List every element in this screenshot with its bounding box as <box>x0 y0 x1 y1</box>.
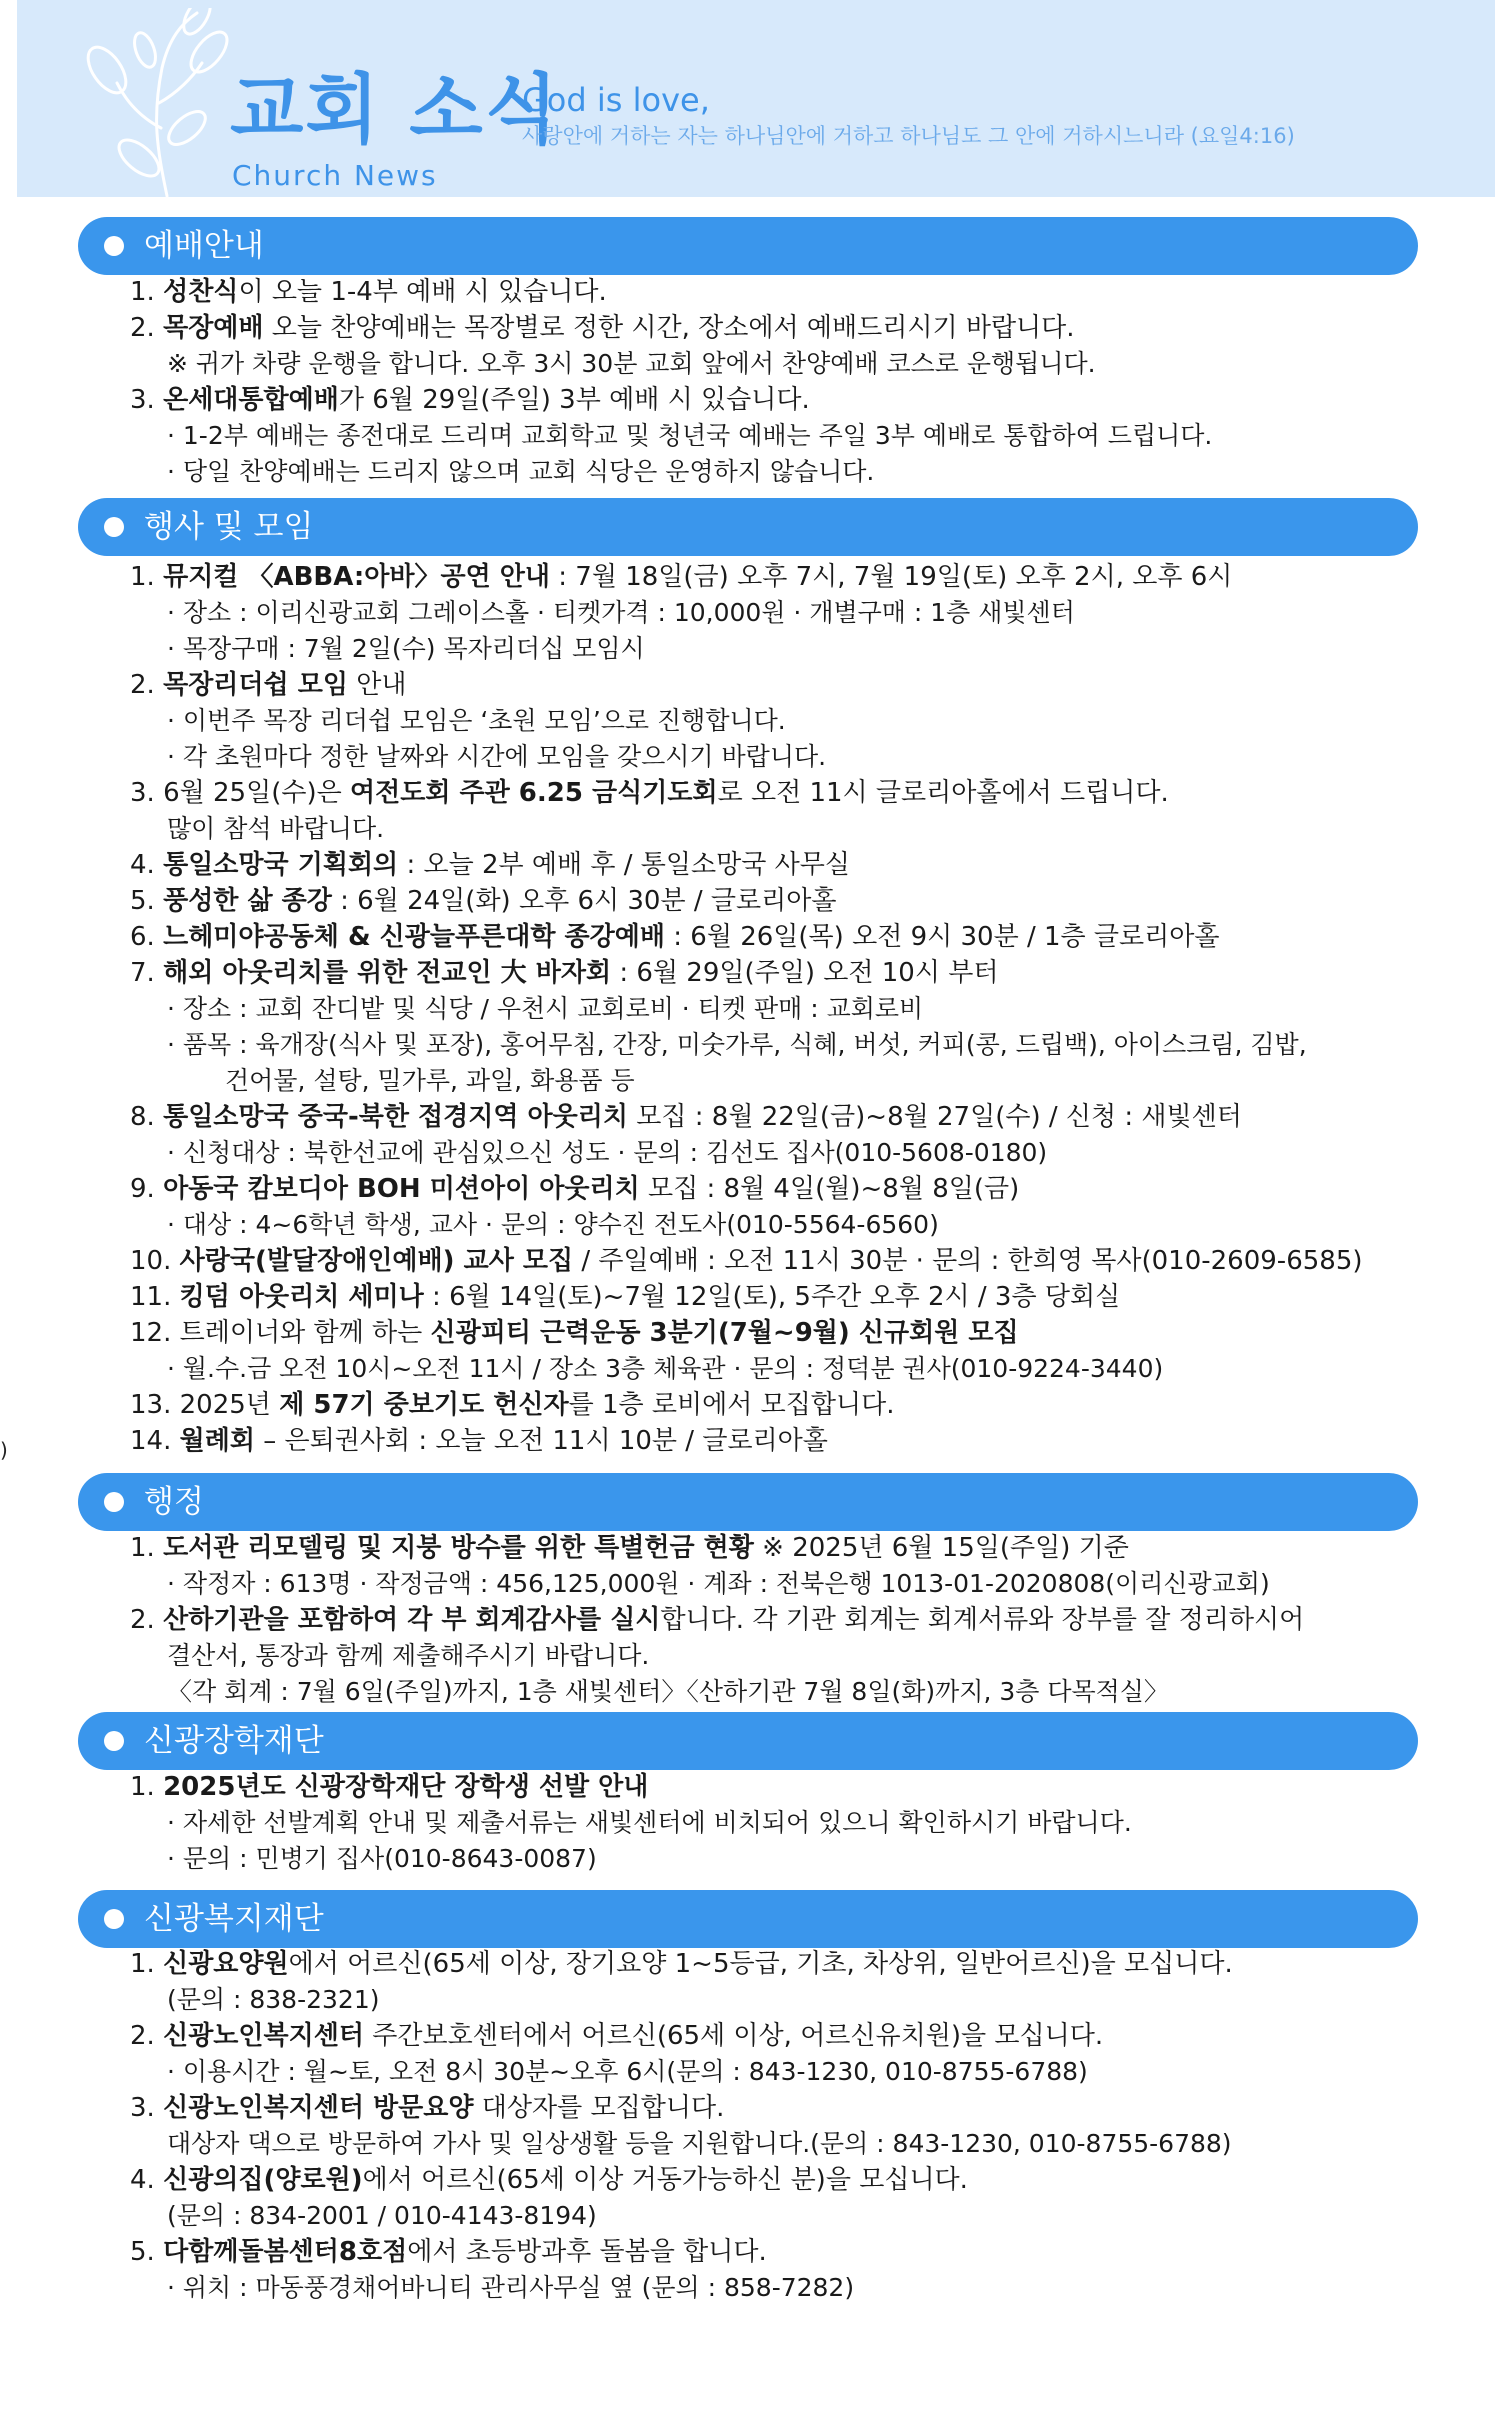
item-text: 트레이너와 함께 하는 <box>179 1318 431 1348</box>
item-heading: 도서관 리모델링 및 지붕 방수를 위한 특별헌금 현황 <box>163 1533 754 1563</box>
item-heading: 산하기관을 포함하여 각 부 회계감사를 실시 <box>163 1605 661 1635</box>
item-text: ※ 2025년 6월 15일(주일) 기준 <box>753 1533 1129 1563</box>
item-heading: 통일소망국 중국-북한 접경지역 아웃리치 <box>163 1102 628 1132</box>
leaf-branch-icon <box>57 8 257 197</box>
item-number: 13. <box>130 1390 180 1420</box>
item-text: : 6월 26일(목) 오전 9시 30분 / 1층 글로리아홀 <box>665 922 1220 952</box>
item-detail: · 이번주 목장 리더쉽 모임은 ‘초원 모임’으로 진행합니다. <box>167 706 786 735</box>
item-text: 오늘 찬양예배는 목장별로 정한 시간, 장소에서 예배드리시기 바랍니다. <box>263 313 1075 343</box>
list-item <box>130 1171 1495 1207</box>
list-item <box>130 847 1495 883</box>
bullet-dot-icon <box>104 1909 124 1929</box>
section-items <box>130 1769 1495 1877</box>
item-detail: · 이용시간 : 월~토, 오전 8시 30분~오후 6시(문의 : 843-1230, 010-8755-6788) <box>167 2057 1088 2086</box>
list-item <box>130 883 1495 919</box>
item-detail: 〈각 회계 : 7월 6일(주일)까지, 1층 새빛센터〉〈산하기관 7월 8일(화)까지, 3층 다목적실〉 <box>167 1677 1169 1706</box>
section-header <box>78 1890 1418 1948</box>
item-text: / 주일예배 : 오전 11시 30분 · 문의 : 한희영 목사(010-2609-6585) <box>573 1246 1363 1276</box>
item-number: 3. <box>130 385 164 415</box>
list-item <box>130 1769 1495 1805</box>
item-detail: · 문의 : 민병기 집사(010-8643-0087) <box>167 1844 597 1873</box>
item-text: 안내 <box>347 670 407 700</box>
item-detail: 건어물, 설탕, 밀가루, 과일, 화용품 등 <box>225 1066 635 1095</box>
bulletin-header <box>17 0 1495 197</box>
list-item <box>130 2162 1495 2198</box>
item-heading: 온세대통합예배 <box>163 385 339 415</box>
item-heading: 풍성한 삶 종강 <box>163 886 332 916</box>
item-text: 에서 초등방과후 돌봄을 합니다. <box>407 2237 767 2267</box>
item-heading: 성찬식 <box>163 277 239 307</box>
item-text: 로 오전 11시 글로리아홀에서 드립니다. <box>717 778 1169 808</box>
item-number: 2. <box>130 313 164 343</box>
item-detail: · 대상 : 4~6학년 학생, 교사 · 문의 : 양수진 전도사(010-5564-6560) <box>167 1210 939 1239</box>
list-item <box>130 2234 1495 2270</box>
section-title: 행정 <box>144 1484 204 1520</box>
item-number: 2. <box>130 2021 164 2051</box>
item-heading: 사랑국(발달장애인예배) 교사 모집 <box>179 1246 574 1276</box>
item-heading: 목장예배 <box>163 313 264 343</box>
list-item <box>130 1387 1495 1423</box>
item-text: 6월 25일(수)은 <box>163 778 350 808</box>
item-number: 5. <box>130 2237 164 2267</box>
item-detail: (문의 : 834-2001 / 010-4143-8194) <box>167 2201 597 2230</box>
item-detail: · 목장구매 : 7월 2일(수) 목자리더십 모임시 <box>167 634 645 663</box>
list-item <box>130 1243 1495 1279</box>
item-number: 1. <box>130 562 164 592</box>
list-item <box>130 955 1495 991</box>
section-items <box>130 1530 1495 1710</box>
item-number: 8. <box>130 1102 164 1132</box>
item-detail: (문의 : 838-2321) <box>167 1985 380 2014</box>
verse-text: 사랑안에 거하는 자는 하나님안에 거하고 하나님도 그 안에 거하시느니라 (요일4:16) <box>522 124 1295 148</box>
bullet-dot-icon <box>104 236 124 256</box>
item-heading: 다함께돌봄센터8호점 <box>163 2237 408 2267</box>
item-detail: · 위치 : 마동풍경채어바니티 관리사무실 옆 (문의 : 858-7282) <box>167 2273 855 2302</box>
item-heading: 신광노인복지센터 방문요양 <box>163 2093 474 2123</box>
list-item <box>130 1423 1495 1459</box>
bullet-dot-icon <box>104 517 124 537</box>
item-heading: 신광의집(양로원) <box>163 2165 363 2195</box>
section-title: 신광복지재단 <box>144 1901 324 1937</box>
list-item <box>130 2090 1495 2126</box>
item-number: 1. <box>130 277 164 307</box>
list-item <box>130 1099 1495 1135</box>
item-detail: · 월.수.금 오전 10시~오전 11시 / 장소 3층 체육관 · 문의 : 정덕분 권사(010-9224-3440) <box>167 1354 1164 1383</box>
section-header <box>78 217 1418 275</box>
item-number: 2. <box>130 1605 164 1635</box>
item-detail: · 품목 : 육개장(식사 및 포장), 홍어무침, 간장, 미숫가루, 식혜, 버섯, 커피(콩, 드립백), 아이스크림, 김밥, <box>167 1030 1307 1059</box>
item-text: 에서 어르신(65세 이상 거동가능하신 분)을 모십니다. <box>362 2165 968 2195</box>
item-text: 를 1층 로비에서 모집합니다. <box>568 1390 895 1420</box>
section-items <box>130 1946 1495 2306</box>
item-number: 4. <box>130 850 164 880</box>
item-detail: · 1-2부 예배는 종전대로 드리며 교회학교 및 청년국 예배는 주일 3부 예배로 통합하여 드립니다. <box>167 421 1213 450</box>
item-detail: · 장소 : 교회 잔디밭 및 식당 / 우천시 교회로비 · 티켓 판매 : 교회로비 <box>167 994 924 1023</box>
item-heading: 통일소망국 기획회의 <box>163 850 399 880</box>
item-heading: 아동국 캄보디아 BOH 미션아이 아웃리치 <box>163 1174 640 1204</box>
item-detail: · 작정자 : 613명 · 작정금액 : 456,125,000원 · 계좌 : 전북은행 1013-01-2020808(이리신광교회) <box>167 1569 1270 1598</box>
bullet-dot-icon <box>104 1731 124 1751</box>
list-item <box>130 667 1495 703</box>
item-text: : 6월 29일(주일) 오전 10시 부터 <box>611 958 999 988</box>
edge-mark: ) <box>0 1438 8 1462</box>
list-item <box>130 1315 1495 1351</box>
item-text: 모집 : 8월 22일(금)~8월 27일(수) / 신청 : 새빛센터 <box>628 1102 1242 1132</box>
item-number: 14. <box>130 1426 180 1456</box>
item-text: : 6월 14일(토)~7월 12일(토), 5주간 오후 2시 / 3층 당회실 <box>423 1282 1121 1312</box>
section-title: 신광장학재단 <box>144 1723 324 1759</box>
item-heading: 신광요양원 <box>163 1949 289 1979</box>
section-items <box>130 559 1495 1459</box>
item-heading: 뮤지컬 〈ABBA:아바〉공연 안내 <box>163 562 550 592</box>
item-heading: 2025년도 신광장학재단 장학생 선발 안내 <box>163 1772 649 1802</box>
item-heading: 여전도회 주관 6.25 금식기도회 <box>350 778 718 808</box>
section-title: 예배안내 <box>144 228 264 264</box>
item-number: 10. <box>130 1246 180 1276</box>
item-heading: 킹덤 아웃리치 세미나 <box>179 1282 424 1312</box>
item-number: 3. <box>130 778 164 808</box>
item-heading: 목장리더쉽 모임 <box>163 670 348 700</box>
item-text: 대상자를 모집합니다. <box>473 2093 725 2123</box>
item-text: 가 6월 29일(주일) 3부 예배 시 있습니다. <box>338 385 810 415</box>
list-item <box>130 1530 1495 1566</box>
list-item <box>130 2018 1495 2054</box>
item-number: 2. <box>130 670 164 700</box>
list-item <box>130 1602 1495 1638</box>
list-item <box>130 919 1495 955</box>
item-heading: 느헤미야공동체 & 신광늘푸른대학 종강예배 <box>163 922 665 952</box>
list-item <box>130 382 1495 418</box>
item-number: 1. <box>130 1949 164 1979</box>
item-text: 이 오늘 1-4부 예배 시 있습니다. <box>238 277 607 307</box>
item-heading: 신광피티 근력운동 3분기(7월~9월) 신규회원 모집 <box>430 1318 1019 1348</box>
item-detail: · 자세한 선발계획 안내 및 제출서류는 새빛센터에 비치되어 있으니 확인하시기 바랍니다. <box>167 1808 1132 1837</box>
item-number: 5. <box>130 886 164 916</box>
item-detail: · 각 초원마다 정한 날짜와 시간에 모임을 갖으시기 바랍니다. <box>167 742 827 771</box>
item-number: 12. <box>130 1318 180 1348</box>
item-number: 1. <box>130 1772 164 1802</box>
item-text: 모집 : 8월 4일(월)~8월 8일(금) <box>639 1174 1020 1204</box>
list-item <box>130 775 1495 811</box>
item-number: 7. <box>130 958 164 988</box>
item-heading: 해외 아웃리치를 위한 전교인 大 바자회 <box>163 958 612 988</box>
item-detail: 대상자 댁으로 방문하여 가사 및 일상생활 등을 지원합니다.(문의 : 843-1230, 010-8755-6788) <box>167 2129 1232 2158</box>
item-number: 4. <box>130 2165 164 2195</box>
page-subtitle: Church News <box>232 159 438 192</box>
item-text: : 6월 24일(화) 오후 6시 30분 / 글로리아홀 <box>331 886 837 916</box>
item-heading: 신광노인복지센터 <box>163 2021 365 2051</box>
list-item <box>130 1279 1495 1315</box>
item-heading: 제 57기 중보기도 헌신자 <box>279 1390 569 1420</box>
list-item <box>130 310 1495 346</box>
list-item <box>130 274 1495 310</box>
item-text: 2025년 <box>179 1390 280 1420</box>
item-detail: 많이 참석 바랍니다. <box>167 814 385 843</box>
item-number: 3. <box>130 2093 164 2123</box>
item-text: : 7월 18일(금) 오후 7시, 7월 19일(토) 오후 2시, 오후 6시 <box>550 562 1233 592</box>
list-item <box>130 1946 1495 1982</box>
item-text: 주간보호센터에서 어르신(65세 이상, 어르신유치원)을 모십니다. <box>364 2021 1104 2051</box>
section-header <box>78 1473 1418 1531</box>
item-detail: · 당일 찬양예배는 드리지 않으며 교회 식당은 운영하지 않습니다. <box>167 457 875 486</box>
section-title: 행사 및 모임 <box>144 509 314 545</box>
section-header <box>78 498 1418 556</box>
item-text: : 오늘 2부 예배 후 / 통일소망국 사무실 <box>398 850 850 880</box>
section-header <box>78 1712 1418 1770</box>
item-text: – 은퇴권사회 : 오늘 오전 11시 10분 / 글로리아홀 <box>254 1426 828 1456</box>
item-heading: 월례회 <box>179 1426 255 1456</box>
item-number: 1. <box>130 1533 164 1563</box>
item-number: 9. <box>130 1174 164 1204</box>
item-text: 합니다. 각 기관 회계는 회계서류와 장부를 잘 정리하시어 <box>660 1605 1305 1635</box>
item-detail: · 장소 : 이리신광교회 그레이스홀 · 티켓가격 : 10,000원 · 개별구매 : 1층 새빛센터 <box>167 598 1075 627</box>
item-number: 11. <box>130 1282 180 1312</box>
item-detail: 결산서, 통장과 함께 제출해주시기 바랍니다. <box>167 1641 650 1670</box>
bullet-dot-icon <box>104 1492 124 1512</box>
item-number: 6. <box>130 922 164 952</box>
item-detail: · 신청대상 : 북한선교에 관심있으신 성도 · 문의 : 김선도 집사(010-5608-0180) <box>167 1138 1048 1167</box>
item-text: 에서 어르신(65세 이상, 장기요양 1~5등급, 기초, 차상위, 일반어르신)을 모십니다. <box>288 1949 1233 1979</box>
section-items <box>130 274 1495 490</box>
list-item <box>130 559 1495 595</box>
page-title: 교회 소식 <box>230 65 561 154</box>
item-detail: ※ 귀가 차량 운행을 합니다. 오후 3시 30분 교회 앞에서 찬양예배 코스로 운행됩니다. <box>167 349 1096 378</box>
verse-title: God is love, <box>522 81 710 119</box>
